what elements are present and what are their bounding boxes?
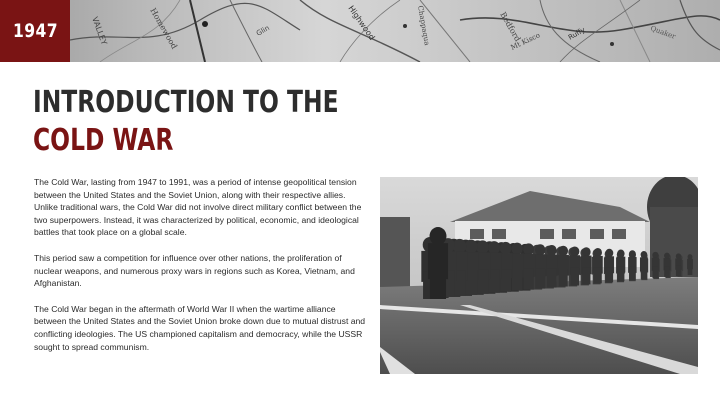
soldier-figure — [522, 243, 535, 289]
paragraph-3: The Cold War began in the aftermath of World War II when the wartime alliance between the United States and the Soviet Union broke down due to mutual distrust and conflicting ideologies. The US championed capitalism and democracy, while the USSR sought to spread communism. — [34, 303, 366, 352]
map-label: Quaker — [649, 24, 677, 41]
body-text — [34, 176, 369, 366]
soldier-figure — [675, 253, 681, 276]
title-line-2: COLD WAR — [33, 123, 174, 158]
map-label: Mt Kisco — [509, 31, 542, 52]
paragraph-1: The Cold War, lasting from 1947 to 1991, was a period of intense geopolitical tension between the United States and the Soviet Union, along with their respective allies. Unlike traditional wars, the Cold War did not involve direct military conflict between the two superpowers. Instead, it was characterized by political, economic, and ideological battles that took place on a global scale. — [34, 177, 362, 238]
map-label: Homewood — [148, 6, 179, 51]
slide-title — [33, 84, 339, 160]
map-label: VALLEY — [90, 15, 109, 47]
soldier-figure — [687, 254, 693, 275]
soldier-figure — [581, 247, 591, 284]
soldier-figure — [664, 253, 671, 278]
soldiers-marching-photo — [380, 177, 698, 374]
soldier-figure — [593, 248, 603, 283]
soldier-figure — [569, 246, 580, 285]
road-map-image — [0, 0, 720, 62]
header-map-banner — [0, 0, 720, 62]
soldier-figure — [546, 245, 558, 288]
title-line-1: INTRODUCTION TO THE — [33, 85, 339, 120]
soldier-figure — [428, 227, 448, 299]
soldier-figure — [652, 252, 659, 278]
soldier-figure — [640, 251, 648, 279]
soldier-figure — [558, 246, 569, 287]
soldier-figure — [605, 249, 614, 283]
soldiers-photo-image — [380, 177, 698, 374]
map-label: Glin — [255, 23, 271, 38]
map-label: Chappaqua — [416, 4, 431, 47]
map-label: Highwood — [346, 3, 377, 42]
paragraph-2: This period saw a competition for influence over other nations, the proliferation of nuclear weapons, and numerous proxy wars in regions such as Korea, Vietnam, and Afghanistan. — [34, 252, 355, 289]
year-label: 1947 — [12, 20, 58, 42]
soldier-figure — [628, 250, 636, 280]
soldier-figure — [534, 244, 546, 288]
map-label: Bedford — [498, 10, 523, 44]
year-badge — [0, 0, 70, 62]
map-label: Ruffy — [567, 25, 587, 42]
soldier-figure — [616, 250, 625, 282]
